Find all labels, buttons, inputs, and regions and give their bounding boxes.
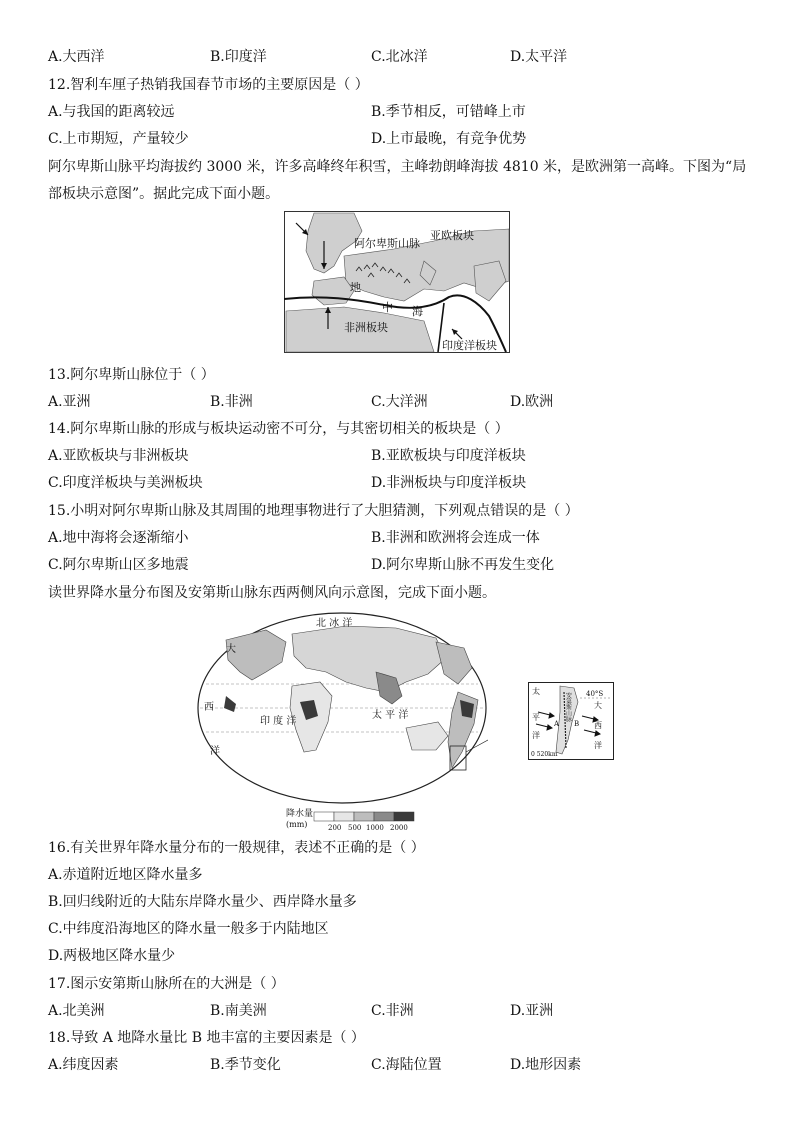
ocean-left-label: 洋	[210, 746, 220, 757]
q16-option-c[interactable]: C.中纬度沿海地区的降水量一般多于内陆地区	[48, 921, 329, 937]
arctic-ocean-label: 北 冰 洋	[316, 618, 353, 629]
q18-stem: 18.导致 A 地降水量比 B 地丰富的主要因素是（ ）	[48, 1030, 365, 1046]
q12-option-a[interactable]: A.与我国的距离较远	[48, 104, 175, 120]
q18-option-a[interactable]: A.纬度因素	[48, 1057, 119, 1073]
legend-swatches	[314, 812, 414, 821]
q12-option-d[interactable]: D.上市最晚，有竞争优势	[371, 131, 527, 147]
q13-option-b[interactable]: B.非洲	[210, 394, 253, 410]
q17-option-b[interactable]: B.南美洲	[210, 1003, 267, 1019]
legend-swatch	[394, 812, 414, 821]
legend-swatch	[334, 812, 354, 821]
q17-option-c[interactable]: C.非洲	[371, 1003, 414, 1019]
q16-stem: 16.有关世界年降水量分布的一般规律，表述不正确的是（ ）	[48, 840, 425, 856]
q13-option-a[interactable]: A.亚洲	[48, 394, 91, 410]
inset-scale-label: 0 520km	[531, 751, 558, 758]
q15-option-c[interactable]: C.阿尔卑斯山区多地震	[48, 557, 189, 573]
q16-option-b[interactable]: B.回归线附近的大陆东岸降水量少、西岸降水量多	[48, 894, 357, 910]
q15-stem: 15.小明对阿尔卑斯山脉及其周围的地理事物进行了大胆猜测，下列观点错误的是（ ）	[48, 503, 579, 519]
mediterranean-label-zhong: 中	[382, 301, 393, 314]
inset-latitude-label: 40°S	[586, 690, 604, 698]
indian-plate-label: 印度洋板块	[442, 339, 497, 352]
legend-swatch	[374, 812, 394, 821]
q18-option-b[interactable]: B.季节变化	[210, 1057, 281, 1073]
q15-option-a[interactable]: A.地中海将会逐渐缩小	[48, 530, 189, 546]
inset-andes-label: 安第斯山脉	[564, 692, 572, 722]
q13-option-d[interactable]: D.欧洲	[510, 394, 554, 410]
mediterranean-label-hai: 海	[412, 305, 423, 318]
legend-tick-200: 200	[328, 824, 342, 832]
q12-option-b[interactable]: B.季节相反，可错峰上市	[371, 104, 526, 120]
intro-alps-line2: 部板块示意图”。据此完成下面小题。	[48, 186, 280, 202]
intro-alps-line1: 阿尔卑斯山脉平均海拔约 3000 米，许多高峰终年积雪，主峰勃朗峰海拔 4810 米，是欧洲第一高峰。下图为“局	[48, 159, 747, 175]
inset-yang-label: 洋	[532, 731, 540, 740]
plate-sketch-figure	[284, 211, 510, 353]
atlantic-da-label: 大	[226, 644, 236, 655]
q16-option-d[interactable]: D.两极地区降水量少	[48, 948, 176, 964]
q15-option-d[interactable]: D.阿尔卑斯山脉不再发生变化	[371, 557, 555, 573]
legend-tick-2000: 2000	[390, 824, 408, 832]
inset-da-label: 大	[594, 701, 602, 710]
eurasia-plate-label: 亚欧板块	[430, 229, 474, 242]
legend-swatch	[314, 812, 334, 821]
africa-plate-label: 非洲板块	[344, 321, 388, 334]
inset-yang2-label: 洋	[594, 741, 602, 750]
alps-label: 阿尔卑斯山脉	[354, 237, 420, 250]
legend-tick-1000: 1000	[366, 824, 384, 832]
q18-option-d[interactable]: D.地形因素	[510, 1057, 582, 1073]
q14-option-a[interactable]: A.亚欧板块与非洲板块	[48, 448, 189, 464]
q13-option-c[interactable]: C.大洋洲	[371, 394, 428, 410]
q11-option-b[interactable]: B.印度洋	[210, 49, 267, 65]
inset-tai-label: 太	[532, 687, 540, 696]
pacific-ocean-label: 太 平 洋	[372, 710, 409, 721]
q16-option-a[interactable]: A.赤道附近地区降水量多	[48, 867, 203, 883]
legend-title: 降水量	[286, 809, 314, 819]
legend-unit: (mm)	[286, 820, 308, 829]
q17-option-d[interactable]: D.亚洲	[510, 1003, 554, 1019]
q12-stem: 12.智利车厘子热销我国春节市场的主要原因是（ ）	[48, 77, 369, 93]
q18-option-c[interactable]: C.海陆位置	[371, 1057, 442, 1073]
west-label: 西	[204, 702, 214, 713]
q11-option-d[interactable]: D.太平洋	[510, 49, 568, 65]
q11-option-a[interactable]: A.大西洋	[48, 49, 105, 65]
q15-option-b[interactable]: B.非洲和欧洲将会连成一体	[371, 530, 540, 546]
legend-swatch	[354, 812, 374, 821]
intro-precip-line1: 读世界降水量分布图及安第斯山脉东西两侧风向示意图，完成下面小题。	[48, 585, 496, 601]
andes-inset-figure	[528, 682, 614, 760]
q14-option-c[interactable]: C.印度洋板块与美洲板块	[48, 475, 203, 491]
mediterranean-label-di: 地	[350, 281, 361, 294]
q14-option-d[interactable]: D.非洲板块与印度洋板块	[371, 475, 527, 491]
q13-stem: 13.阿尔卑斯山脉位于（ ）	[48, 367, 215, 383]
q11-option-c[interactable]: C.北冰洋	[371, 49, 428, 65]
q14-stem: 14.阿尔卑斯山脉的形成与板块运动密不可分，与其密切相关的板块是（ ）	[48, 421, 509, 437]
world-precipitation-map	[196, 612, 488, 834]
inset-point-b: B	[574, 720, 580, 728]
indian-ocean-label: 印 度 洋	[260, 716, 297, 727]
q14-option-b[interactable]: B.亚欧板块与印度洋板块	[371, 448, 526, 464]
inset-point-a: A	[554, 720, 560, 728]
legend-tick-500: 500	[348, 824, 362, 832]
q12-option-c[interactable]: C.上市期短，产量较少	[48, 131, 189, 147]
inset-xi-label: 西	[594, 721, 602, 730]
q17-option-a[interactable]: A.北美洲	[48, 1003, 105, 1019]
q17-stem: 17.图示安第斯山脉所在的大洲是（ ）	[48, 976, 285, 992]
inset-ping-label: 平	[532, 713, 540, 722]
